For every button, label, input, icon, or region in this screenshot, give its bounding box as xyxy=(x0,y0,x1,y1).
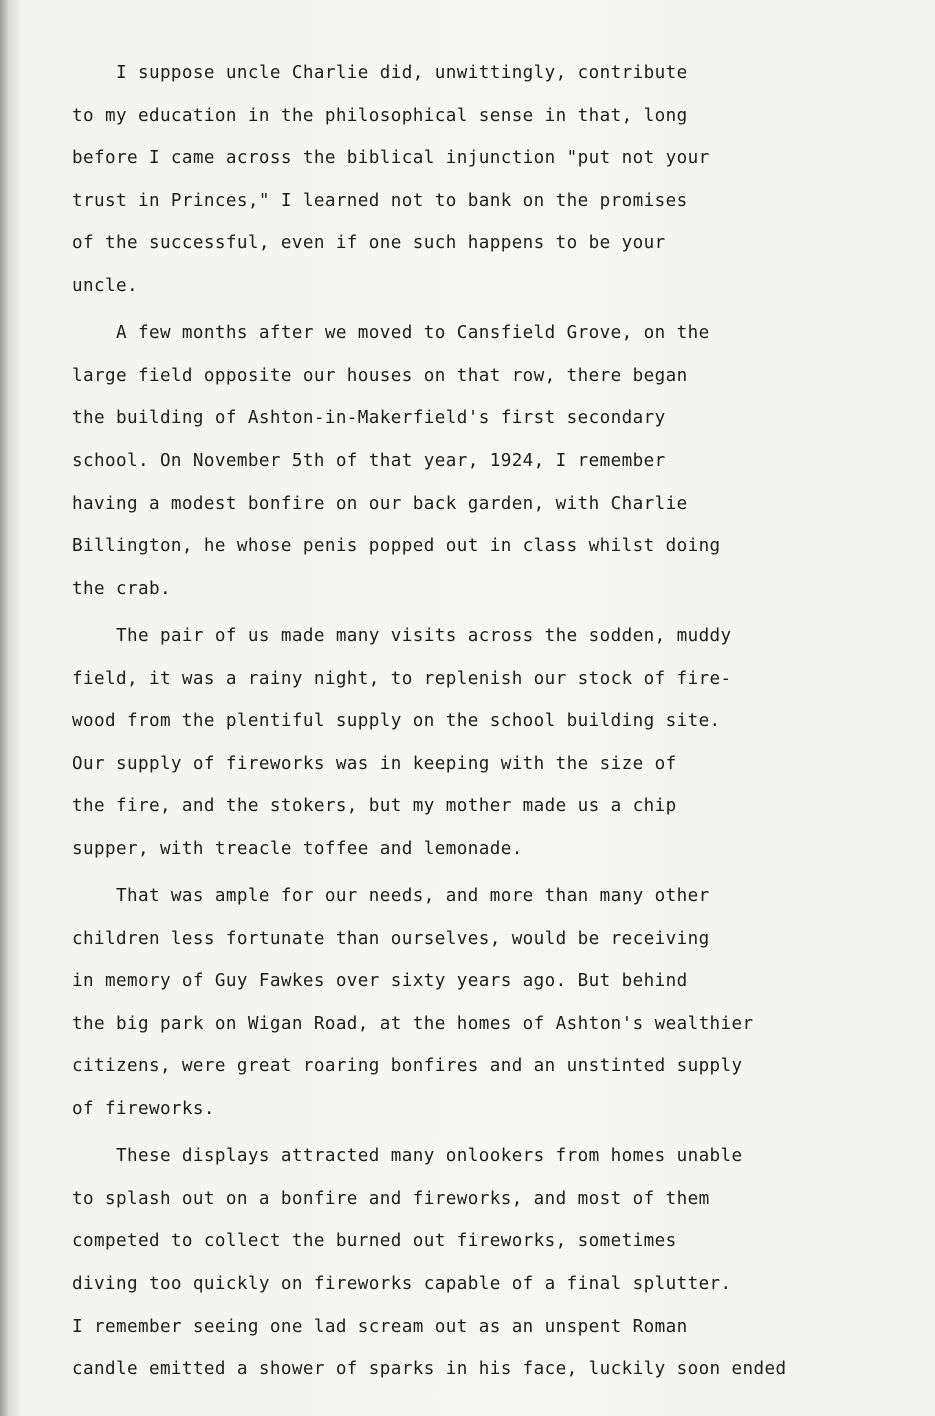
text-line: wood from the plentiful supply on the school building site. xyxy=(72,711,721,732)
paragraph-displays xyxy=(72,1135,922,1391)
text-line: Our supply of fireworks was in keeping with the size of xyxy=(72,753,677,774)
text-line: the building of Ashton-in-Makerfield's first secondary xyxy=(72,408,666,429)
text-line: uncle. xyxy=(72,275,138,296)
text-line: The pair of us made many visits across the sodden, muddy xyxy=(72,625,732,646)
page-binding-shadow xyxy=(0,0,22,1416)
text-line: diving too quickly on fireworks capable of a final splutter. xyxy=(72,1274,732,1294)
text-line: Billington, he whose penis popped out in class whilst doing xyxy=(72,536,721,557)
paragraph-uncle-charlie xyxy=(72,52,922,308)
text-line: These displays attracted many onlookers from homes unable xyxy=(72,1146,743,1167)
text-line: field, it was a rainy night, to replenish our stock of fire- xyxy=(72,668,732,689)
paragraph-cansfield-grove xyxy=(72,312,922,610)
text-line: trust in Princes," I learned not to bank on the promises xyxy=(72,190,688,211)
text-line: I suppose uncle Charlie did, unwittingly, contribute xyxy=(72,63,688,83)
text-line: the crab. xyxy=(72,578,171,599)
text-line: I remember seeing one lad scream out as an unspent Roman xyxy=(72,1316,688,1337)
text-line: supper, with treacle toffee and lemonade. xyxy=(72,838,523,859)
text-line: school. On November 5th of that year, 1924, I remember xyxy=(72,450,666,471)
text-line: in memory of Guy Fawkes over sixty years ago. But behind xyxy=(72,971,688,992)
text-line: of fireworks. xyxy=(72,1099,215,1120)
text-line: the fire, and the stokers, but my mother made us a chip xyxy=(72,796,677,817)
text-line: having a modest bonfire on our back garden, with Charlie xyxy=(72,493,688,514)
typewritten-text xyxy=(72,52,922,1395)
paragraph-guy-fawkes xyxy=(72,875,922,1131)
text-line: to splash out on a bonfire and fireworks, and most of them xyxy=(72,1188,710,1209)
text-line: candle emitted a shower of sparks in his face, luckily soon ended xyxy=(72,1359,787,1380)
text-line: That was ample for our needs, and more than many other xyxy=(72,886,710,907)
text-line: competed to collect the burned out fireworks, sometimes xyxy=(72,1231,677,1252)
text-line: before I came across the biblical injunction "put not your xyxy=(72,148,710,169)
paragraph-firewood xyxy=(72,615,922,871)
text-line: the big park on Wigan Road, at the homes of Ashton's wealthier xyxy=(72,1013,754,1034)
text-line: of the successful, even if one such happens to be your xyxy=(72,233,666,254)
text-line: to my education in the philosophical sense in that, long xyxy=(72,105,688,126)
text-line: children less fortunate than ourselves, would be receiving xyxy=(72,928,710,949)
text-line: large field opposite our houses on that row, there began xyxy=(72,365,688,386)
text-line: citizens, were great roaring bonfires and an unstinted supply xyxy=(72,1056,743,1077)
text-line: A few months after we moved to Cansfield Grove, on the xyxy=(72,323,710,344)
